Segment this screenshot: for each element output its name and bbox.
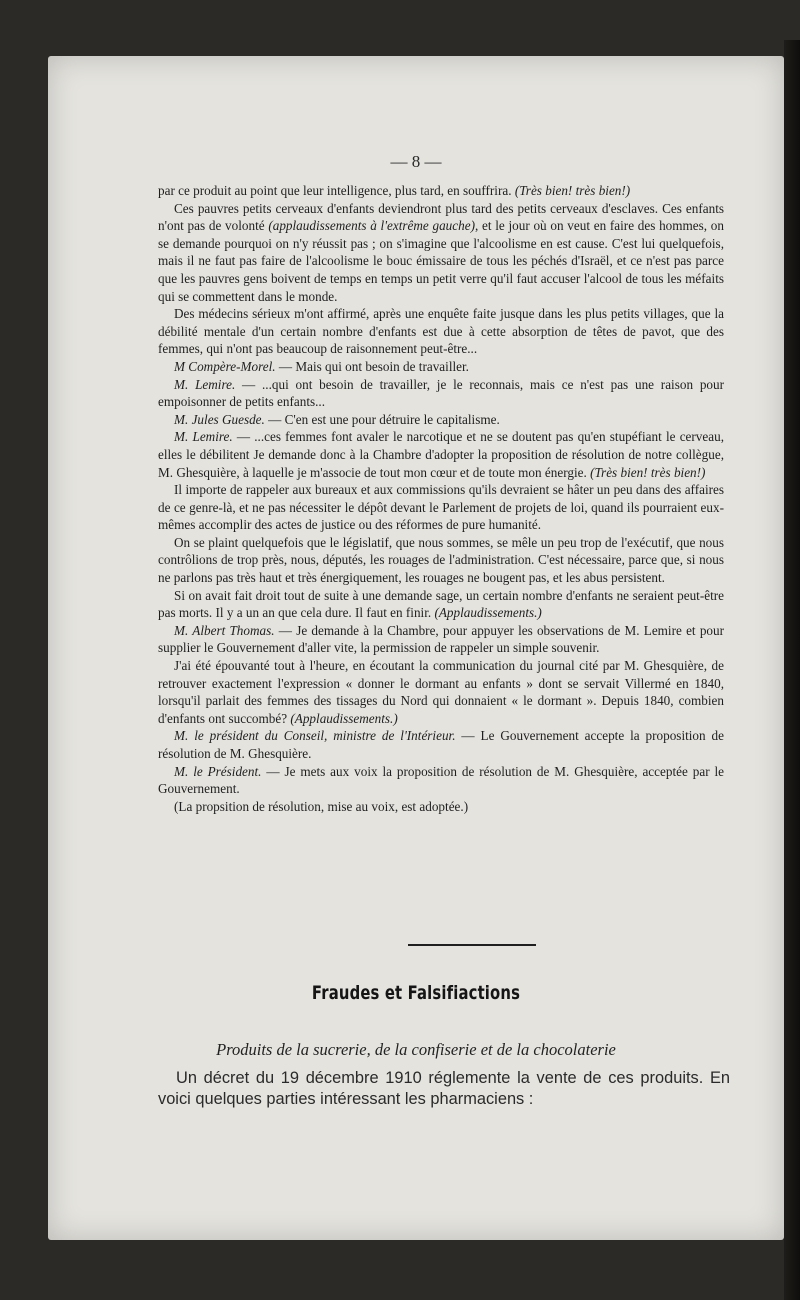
paragraph-text: Il importe de rappeler aux bureaux et aux commissions qu'ils devraient se hâter un peu dans des affaires de ce genre-là, et ne pas nécessiter le dépôt devant le Parlement de projets de loi, quand ils pourraient eux-mêmes accomplir des actes de justice ou des réformes de pure humanité. [158,482,724,533]
paragraph-2 [158,200,724,306]
speaker-name: M. Lemire. [174,376,236,392]
paragraph-text: — Je mets aux voix la proposition de résolution de M. Ghesquière, acceptée par le Gouvernement. [158,763,725,797]
paragraph-6 [158,411,724,429]
paragraph-13 [158,727,724,762]
paragraph-text: — Je demande à la Chambre, pour appuyer les observations de M. Lemire et pour supplier le Gouvernement d'aller vite, la permission de rappeler un simple souvenir. [158,622,725,656]
speaker-name: M. le Président. [174,763,262,779]
paragraph-1 [158,182,724,200]
document-page [48,56,784,1240]
paragraph-text: Ces pauvres petits cerveaux d'enfants deviendront plus tard des petits cerveaux d'esclaves. Ces enfants n'ont pas de volonté [158,200,724,234]
speaker-name: M. Lemire. [174,429,233,445]
paragraph-10 [158,587,724,622]
paragraph-text: Des médecins sérieux m'ont affirmé, après une enquête faite jusque dans les plus petits villages, que la débilité mentale d'un certain nombre d'enfants est due à cette absorption de têtes de pavot, que des femmes, qui n'ont pas beaucoup de raisonnement peut-être... [158,306,724,357]
speaker-name: M. Jules Guesde. [174,411,265,427]
paragraph-7 [158,428,724,481]
paragraph-text: par ce produit au point que leur intelligence, plus tard, en souffrira. [158,183,515,198]
debate-transcript [158,182,724,815]
paragraph-aside: (Très bien! très bien!) [514,183,631,198]
paragraph-15 [158,798,724,816]
paragraph-text: (La propsition de résolution, mise au voix, est adoptée.) [174,798,469,814]
section-body: Un décret du 19 décembre 1910 réglemente la vente de ces produits. En voici quelques parties intéressant les pharmaciens : [158,1069,730,1108]
paragraph-text: J'ai été épouvanté tout à l'heure, en écoutant la communication du journal cité par M. Ghesquière, de retrouver exactement l'expression « donner le dormant au enfants » dont se servait Villermé en 1840, lorsqu'il parlait des femmes des tissages du Nord qui donnaient « le dormant ». Depuis 1840, combien d'enfants ont succombé? [158,658,724,726]
section-subtitle: Produits de la sucrerie, de la confiserie et de la chocolaterie [216,1040,616,1059]
section-title: Fraudes et Falsifiactions [311,982,521,1004]
paragraph-12 [158,657,724,727]
paragraph-text: On se plaint quelquefois que le législatif, que nous sommes, se mêle un peu trop de l'exécutif, que nous contrôlions de trop près, nous, députés, les rouages de l'administration. C'est nécessaire, parce que, si nous ne parlons pas très haut et très énergiquement, les rouages ne bougent pas, et les abus persistent. [158,534,724,586]
paragraph-aside: (Applaudissements.) [290,710,398,726]
section-divider [408,944,536,946]
paragraph-text: — Mais qui ont besoin de travailler. [275,358,469,374]
paragraph-text: — ...qui ont besoin de travailler, je le reconnais, mais ce n'est pas une raison pour empoisonner de petits enfants... [158,376,724,410]
paragraph-text-continued: , et le jour où on veut en faire des hommes, on se demande pourquoi on n'y réussit pas ; on s'imagine que l'alcoolisme en est cause. C'est lui quelquefois, mais il ne faut pas faire de l'alcoolisme le bouc émissaire de tous les péchés d'Israël, et ce n'est pas parce que les pauvres gens boivent de temps en temps un petit verre qu'il faut accuser l'alcool de tous les méfaits qui se commettent dans le monde. [158,218,724,304]
paragraph-5 [158,376,724,411]
page-number: — 8 — [390,152,442,171]
paragraph-9 [158,534,724,587]
paragraph-text: Si on avait fait droit tout de suite à une demande sage, un certain nombre d'enfants ne seraient peut-être pas morts. Il y a un an que cela dure. Il faut en finir. [158,587,724,621]
speaker-name: M Compère-Morel. [174,358,276,374]
paragraph-8 [158,481,724,534]
paragraph-4 [158,358,724,376]
paragraph-14 [158,763,724,798]
paragraph-text: — Le Gouvernement accepte la proposition de résolution de M. Ghesquière. [158,728,724,761]
paragraph-aside: (Applaudissements.) [434,605,542,621]
book-binding-edge [784,40,800,1300]
paragraph-aside: (applaudissements à l'extrême gauche) [268,218,475,234]
speaker-name: M. Albert Thomas. [174,622,275,638]
paragraph-aside: (Très bien! très bien!) [590,464,706,480]
paragraph-text: — ...ces femmes font avaler le narcotique et ne se doutent pas qu'en stupéfiant le cerveau, elles le débilitent Je demande donc à la Chambre d'adopter la proposition de résolution de notre collègue, M. Ghesquière, à laquelle je m'associe de tout mon cœur et de toute mon énergie. [158,429,724,480]
speaker-name: M. le président du Conseil, ministre de l'Intérieur. [174,728,456,744]
paragraph-11 [158,622,724,657]
paragraph-3 [158,305,724,358]
paragraph-text: — C'en est une pour détruire le capitalisme. [264,411,500,427]
